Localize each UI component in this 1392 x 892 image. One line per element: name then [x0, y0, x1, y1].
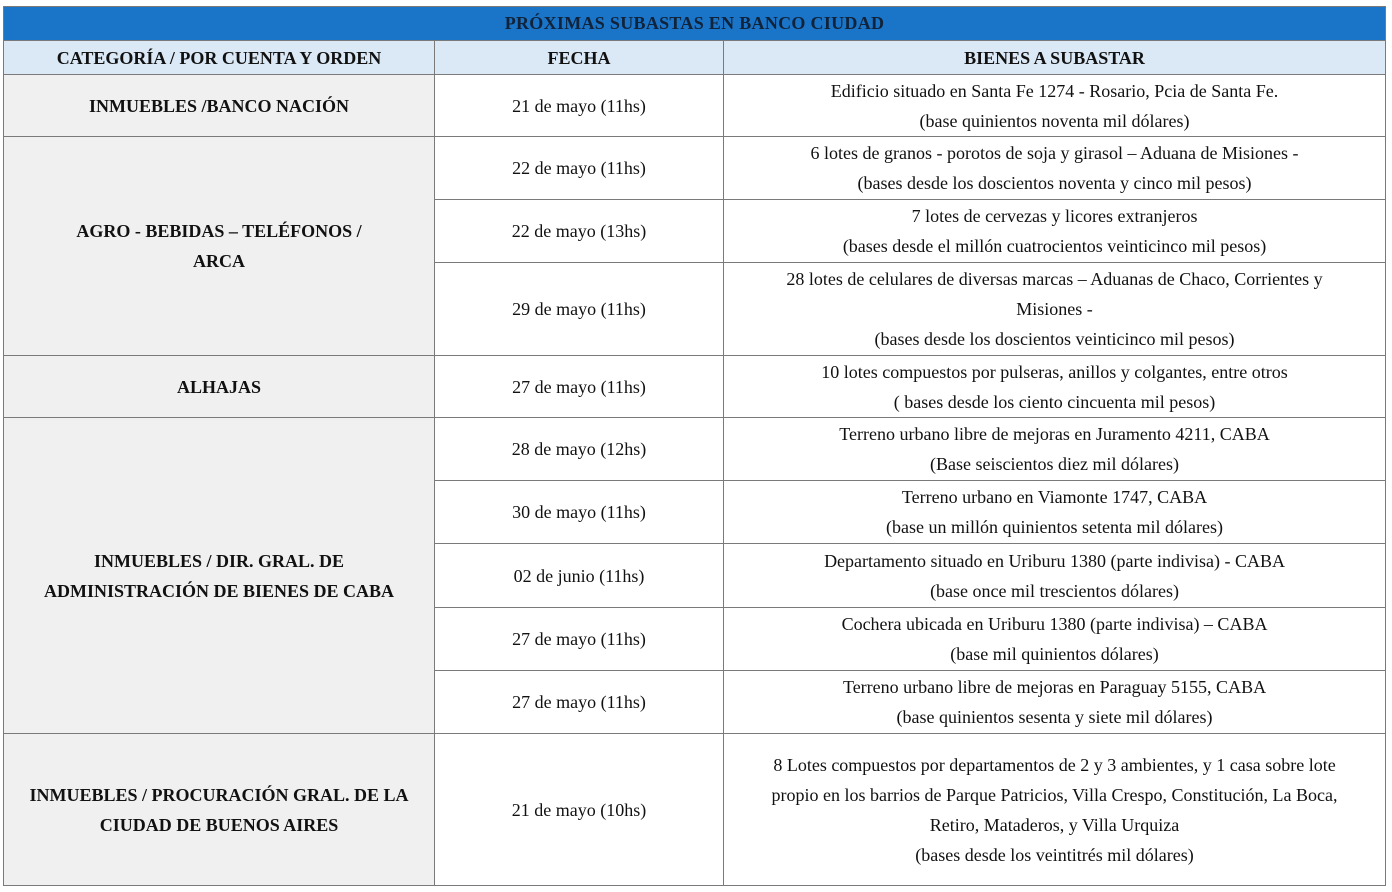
category-line: INMUEBLES / PROCURACIÓN GRAL. DE LA [29, 784, 409, 805]
goods-line: 28 lotes de celulares de diversas marcas – Aduanas de Chaco, Corrientes y [786, 269, 1323, 289]
category-cell [4, 137, 435, 356]
category-cell [4, 418, 435, 734]
auctions-table [3, 6, 1386, 886]
category-line: INMUEBLES / DIR. GRAL. DE [93, 550, 345, 571]
date-cell: 02 de junio (11hs) [435, 544, 724, 608]
category-cell [4, 356, 435, 418]
goods-line: Terreno urbano libre de mejoras en Paraguay 5155, CABA [842, 677, 1267, 697]
date-cell: 21 de mayo (11hs) [435, 75, 724, 137]
header-category: CATEGORÍA / POR CUENTA Y ORDEN [4, 41, 435, 75]
header-goods: BIENES A SUBASTAR [724, 41, 1386, 75]
goods-cell [724, 734, 1386, 886]
goods-line: Departamento situado en Uriburu 1380 (parte indivisa) - CABA [824, 550, 1285, 571]
goods-line: ( bases desde los ciento cincuenta mil pesos) [893, 391, 1216, 412]
title-row [4, 7, 1386, 41]
category-line: ADMINISTRACIÓN DE BIENES DE CABA [43, 580, 395, 601]
goods-line: (bases desde los veintitrés mil dólares) [915, 844, 1194, 865]
goods-line: Terreno urbano libre de mejoras en Juramento 4211, CABA [839, 424, 1270, 444]
goods-line: Terreno urbano en Viamonte 1747, CABA [901, 487, 1208, 507]
date-cell: 21 de mayo (10hs) [435, 734, 724, 886]
goods-cell [724, 481, 1386, 544]
date-cell: 22 de mayo (13hs) [435, 200, 724, 263]
date-cell: 27 de mayo (11hs) [435, 608, 724, 671]
table-title: PRÓXIMAS SUBASTAS EN BANCO CIUDAD [4, 7, 1386, 41]
goods-line: (bases desde los doscientos veinticinco mil pesos) [874, 329, 1235, 349]
goods-line: (bases desde los doscientos noventa y cinco mil pesos) [857, 173, 1252, 193]
date-cell: 27 de mayo (11hs) [435, 356, 724, 418]
category-line: CIUDAD DE BUENOS AIRES [99, 814, 339, 835]
table-row [4, 137, 1386, 200]
table-row [4, 418, 1386, 481]
goods-line: Cochera ubicada en Uriburu 1380 (parte indivisa) – CABA [841, 614, 1268, 634]
date-cell: 28 de mayo (12hs) [435, 418, 724, 481]
goods-line: Edificio situado en Santa Fe 1274 - Rosario, Pcia de Santa Fe. [830, 80, 1279, 101]
goods-line: 7 lotes de cervezas y licores extranjeros [911, 206, 1198, 226]
goods-cell [724, 200, 1386, 263]
goods-cell [724, 75, 1386, 137]
table-row [4, 75, 1386, 137]
goods-line: (base once mil trescientos dólares) [930, 580, 1179, 601]
goods-line: 10 lotes compuestos por pulseras, anillos y colgantes, entre otros [821, 361, 1288, 382]
category-line: AGRO - BEBIDAS – TELÉFONOS / [76, 221, 362, 241]
table-row [4, 734, 1386, 886]
category-line: ALHAJAS [176, 376, 261, 397]
table-row [4, 356, 1386, 418]
header-date: FECHA [435, 41, 724, 75]
goods-cell [724, 263, 1386, 356]
date-cell: 27 de mayo (11hs) [435, 671, 724, 734]
date-cell: 22 de mayo (11hs) [435, 137, 724, 200]
table-body [4, 75, 1386, 886]
goods-line: Misiones - [1016, 299, 1093, 319]
category-cell [4, 734, 435, 886]
header-row [4, 41, 1386, 75]
goods-cell [724, 356, 1386, 418]
date-cell: 29 de mayo (11hs) [435, 263, 724, 356]
goods-line: Retiro, Mataderos, y Villa Urquiza [929, 814, 1180, 835]
goods-cell [724, 671, 1386, 734]
category-line: ARCA [193, 251, 245, 271]
date-cell: 30 de mayo (11hs) [435, 481, 724, 544]
category-line: INMUEBLES /BANCO NACIÓN [88, 95, 350, 116]
goods-line: (base un millón quinientos setenta mil dólares) [886, 517, 1223, 537]
goods-line: (Base seiscientos diez mil dólares) [930, 454, 1179, 474]
goods-line: propio en los barrios de Parque Patricios, Villa Crespo, Constitución, La Boca, [771, 784, 1338, 805]
goods-cell [724, 544, 1386, 608]
goods-line: (base quinientos noventa mil dólares) [919, 110, 1190, 131]
goods-cell [724, 418, 1386, 481]
goods-line: (base mil quinientos dólares) [950, 644, 1159, 664]
goods-line: (base quinientos sesenta y siete mil dólares) [896, 707, 1213, 727]
goods-line: 8 Lotes compuestos por departamentos de 2 y 3 ambientes, y 1 casa sobre lote [773, 754, 1336, 775]
goods-cell [724, 137, 1386, 200]
category-cell [4, 75, 435, 137]
goods-cell [724, 608, 1386, 671]
goods-line: (bases desde el millón cuatrocientos veinticinco mil pesos) [842, 236, 1267, 256]
goods-line: 6 lotes de granos - porotos de soja y girasol – Aduana de Misiones - [810, 143, 1299, 163]
